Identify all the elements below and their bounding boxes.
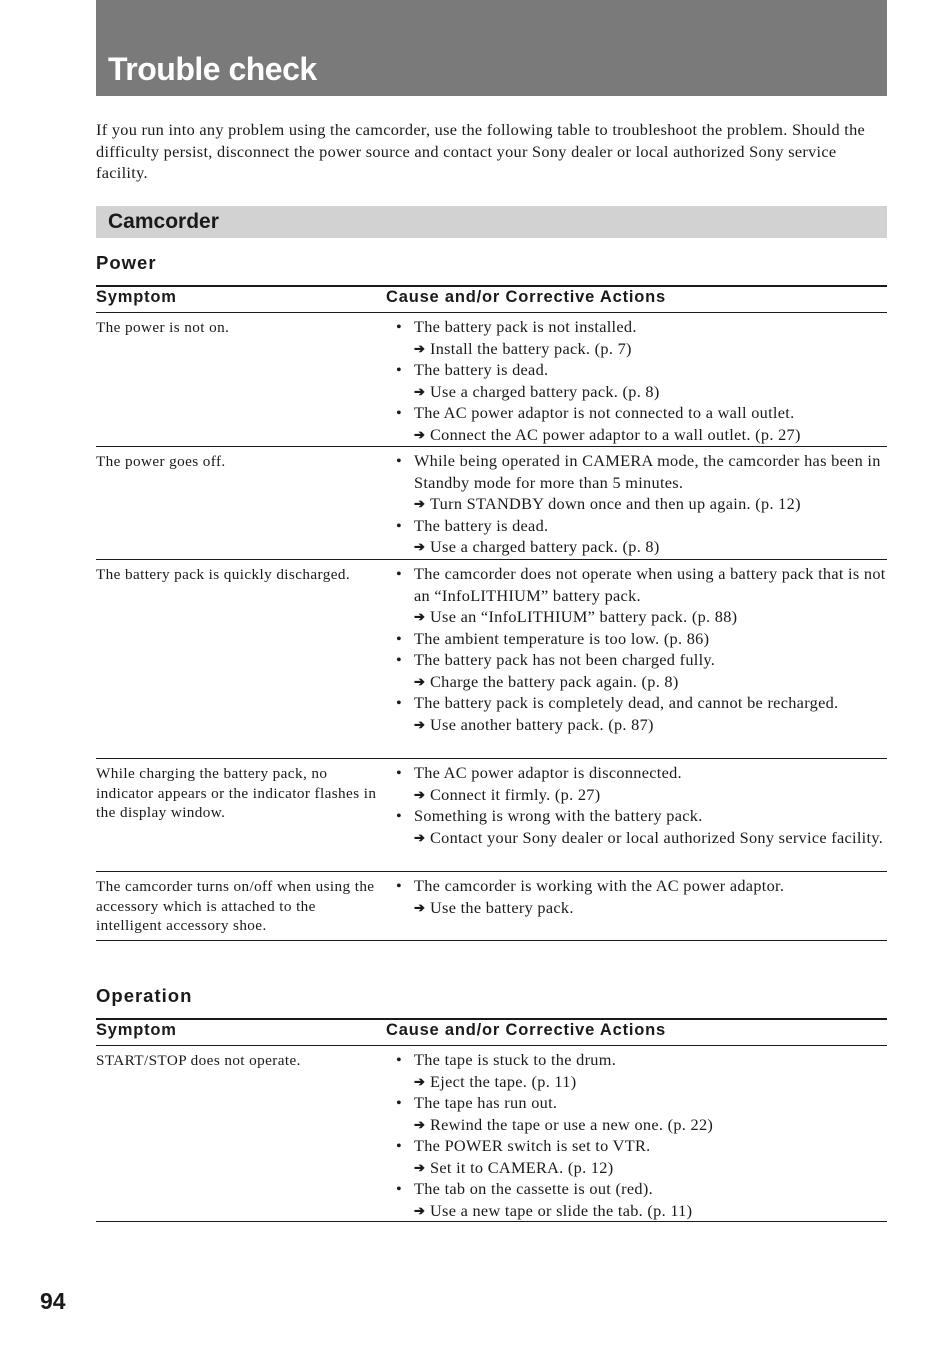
symptom-text: The power goes off. bbox=[96, 453, 226, 470]
arrow-icon: ➔ bbox=[414, 539, 426, 554]
bullet-icon: • bbox=[396, 1179, 403, 1198]
cause-text: The ambient temperature is too low. (p. 86) bbox=[414, 628, 710, 648]
action-text: Use an “InfoLITHIUM” battery pack. (p. 88) bbox=[430, 607, 738, 626]
arrow-icon: ➔ bbox=[414, 1202, 426, 1218]
arrow-icon: ➔ bbox=[414, 786, 426, 802]
arrow-icon: ➔ bbox=[414, 899, 426, 915]
cause-text: The battery is dead. bbox=[414, 515, 549, 535]
page-title: Trouble check bbox=[108, 51, 317, 87]
intro-paragraph: If you run into any problem using the camcorder, use the following table to troubleshoot the problem. Should the difficulty persist, disconnect the power source and contact your Sony dealer or local authorized Sony service facility. bbox=[96, 120, 866, 182]
table-row bbox=[96, 1046, 887, 1222]
bullet-icon: • bbox=[396, 564, 403, 583]
cause-item bbox=[396, 402, 886, 424]
symptom-text: The power is not on. bbox=[96, 319, 230, 336]
arrow-icon: ➔ bbox=[414, 1159, 426, 1175]
action-item bbox=[396, 1114, 886, 1136]
action-text: Turn STANDBY down once and then up again. (p. 12) bbox=[430, 494, 801, 513]
arrow-icon: ➔ bbox=[414, 609, 426, 624]
symptom-text: The camcorder turns on/off when using the accessory which is attached to the intelligent accessory shoe. bbox=[96, 878, 375, 935]
cause-list bbox=[396, 762, 886, 848]
cause-list bbox=[396, 1049, 886, 1221]
cause-text: The tape is stuck to the drum. bbox=[414, 1050, 617, 1069]
cause-item bbox=[396, 649, 886, 671]
bullet-icon: • bbox=[396, 763, 403, 782]
bullet-icon: • bbox=[396, 451, 403, 470]
cause-text: The tab on the cassette is out (red). bbox=[414, 1179, 653, 1198]
cause-item bbox=[396, 628, 886, 650]
cause-text: The AC power adaptor is disconnected. bbox=[414, 763, 682, 782]
action-text: Use another battery pack. (p. 87) bbox=[430, 714, 654, 734]
symptom-text: While charging the battery pack, no indicator appears or the indicator flashes in the display window. bbox=[96, 765, 377, 822]
cause-list bbox=[396, 563, 886, 735]
operation-table-header bbox=[96, 1018, 887, 1046]
cause-item bbox=[396, 515, 886, 537]
action-item bbox=[396, 381, 886, 403]
action-text: Install the battery pack. (p. 7) bbox=[430, 338, 632, 358]
action-item bbox=[396, 671, 886, 693]
bullet-icon: • bbox=[396, 1136, 403, 1155]
action-item bbox=[396, 424, 886, 446]
cause-item bbox=[396, 316, 886, 338]
bullet-icon: • bbox=[396, 693, 403, 712]
cause-text: The camcorder does not operate when using a battery pack that is not an “InfoLITHIUM” battery pack. bbox=[414, 564, 886, 605]
power-table bbox=[96, 285, 887, 941]
operation-table bbox=[96, 1018, 887, 1222]
action-item bbox=[396, 1157, 886, 1179]
action-item bbox=[396, 606, 886, 628]
cause-text: The AC power adaptor is not connected to a wall outlet. bbox=[414, 403, 795, 422]
bullet-icon: • bbox=[396, 515, 403, 535]
section-title: Camcorder bbox=[108, 210, 219, 233]
arrow-icon: ➔ bbox=[414, 1073, 426, 1089]
table-row bbox=[96, 872, 887, 941]
bullet-icon: • bbox=[396, 1093, 403, 1112]
action-text: Connect it firmly. (p. 27) bbox=[430, 784, 601, 804]
page-number: 94 bbox=[40, 1288, 66, 1314]
table-row bbox=[96, 447, 887, 560]
action-text: Contact your Sony dealer or local authorized Sony service facility. bbox=[430, 827, 884, 847]
action-item bbox=[396, 1200, 886, 1222]
power-col-cause: Cause and/or Corrective Actions bbox=[386, 288, 667, 306]
arrow-icon: ➔ bbox=[414, 383, 426, 399]
symptom-text: START/STOP does not operate. bbox=[96, 1052, 301, 1069]
operation-col-symptom: Symptom bbox=[96, 1021, 177, 1039]
action-text: Rewind the tape or use a new one. (p. 22) bbox=[430, 1114, 714, 1134]
table-row bbox=[96, 759, 887, 872]
action-item bbox=[396, 1071, 886, 1093]
bullet-icon: • bbox=[396, 628, 403, 648]
cause-text: Something is wrong with the battery pack. bbox=[414, 806, 703, 825]
operation-col-cause: Cause and/or Corrective Actions bbox=[386, 1021, 667, 1039]
cause-list bbox=[396, 450, 886, 558]
power-heading: Power bbox=[96, 252, 157, 273]
bullet-icon: • bbox=[396, 806, 403, 825]
action-item bbox=[396, 827, 886, 849]
bullet-icon: • bbox=[396, 403, 403, 422]
bullet-icon: • bbox=[396, 317, 403, 336]
cause-item bbox=[396, 563, 886, 606]
symptom-text: The battery pack is quickly discharged. bbox=[96, 566, 351, 583]
bullet-icon: • bbox=[396, 876, 403, 895]
bullet-icon: • bbox=[396, 360, 403, 379]
cause-text: The battery pack is not installed. bbox=[414, 317, 637, 336]
action-text: Use a charged battery pack. (p. 8) bbox=[430, 537, 660, 556]
title-bar bbox=[96, 0, 887, 96]
arrow-icon: ➔ bbox=[414, 716, 426, 732]
cause-item bbox=[396, 875, 886, 897]
cause-item bbox=[396, 1135, 886, 1157]
cause-item bbox=[396, 1178, 886, 1200]
cause-item bbox=[396, 762, 886, 784]
section-bar bbox=[96, 206, 887, 238]
action-item bbox=[396, 714, 886, 736]
bullet-icon: • bbox=[396, 650, 403, 669]
power-col-symptom: Symptom bbox=[96, 288, 177, 306]
action-text: Set it to CAMERA. (p. 12) bbox=[430, 1157, 614, 1177]
action-text: Eject the tape. (p. 11) bbox=[430, 1071, 577, 1091]
cause-item bbox=[396, 359, 886, 381]
arrow-icon: ➔ bbox=[414, 829, 426, 845]
action-text: Use a new tape or slide the tab. (p. 11) bbox=[430, 1200, 693, 1220]
action-text: Connect the AC power adaptor to a wall outlet. (p. 27) bbox=[430, 424, 801, 444]
action-item bbox=[396, 536, 886, 558]
cause-text: The camcorder is working with the AC power adaptor. bbox=[414, 876, 785, 895]
cause-text: The POWER switch is set to VTR. bbox=[414, 1136, 651, 1155]
cause-item bbox=[396, 1092, 886, 1114]
table-row bbox=[96, 313, 887, 447]
arrow-icon: ➔ bbox=[414, 496, 426, 511]
operation-heading: Operation bbox=[96, 985, 193, 1006]
action-text: Charge the battery pack again. (p. 8) bbox=[430, 671, 679, 691]
power-table-header bbox=[96, 285, 887, 313]
action-text: Use a charged battery pack. (p. 8) bbox=[430, 381, 660, 401]
action-item bbox=[396, 493, 886, 515]
cause-list bbox=[396, 875, 886, 918]
cause-item bbox=[396, 1049, 886, 1071]
bullet-icon: • bbox=[396, 1050, 403, 1069]
table-row bbox=[96, 560, 887, 759]
arrow-icon: ➔ bbox=[414, 1116, 426, 1132]
cause-text: While being operated in CAMERA mode, the camcorder has been in Standby mode for more than 5 minutes. bbox=[414, 451, 881, 492]
cause-text: The battery pack is completely dead, and cannot be recharged. bbox=[414, 693, 839, 712]
arrow-icon: ➔ bbox=[414, 426, 426, 442]
cause-text: The battery is dead. bbox=[414, 360, 549, 379]
cause-item bbox=[396, 450, 886, 493]
arrow-icon: ➔ bbox=[414, 340, 426, 356]
cause-item bbox=[396, 692, 886, 714]
cause-text: The battery pack has not been charged fully. bbox=[414, 650, 716, 669]
cause-item bbox=[396, 805, 886, 827]
action-item bbox=[396, 784, 886, 806]
action-item bbox=[396, 897, 886, 919]
action-text: Use the battery pack. bbox=[430, 897, 574, 917]
action-item bbox=[396, 338, 886, 360]
cause-list bbox=[396, 316, 886, 445]
arrow-icon: ➔ bbox=[414, 673, 426, 689]
cause-text: The tape has run out. bbox=[414, 1093, 558, 1112]
